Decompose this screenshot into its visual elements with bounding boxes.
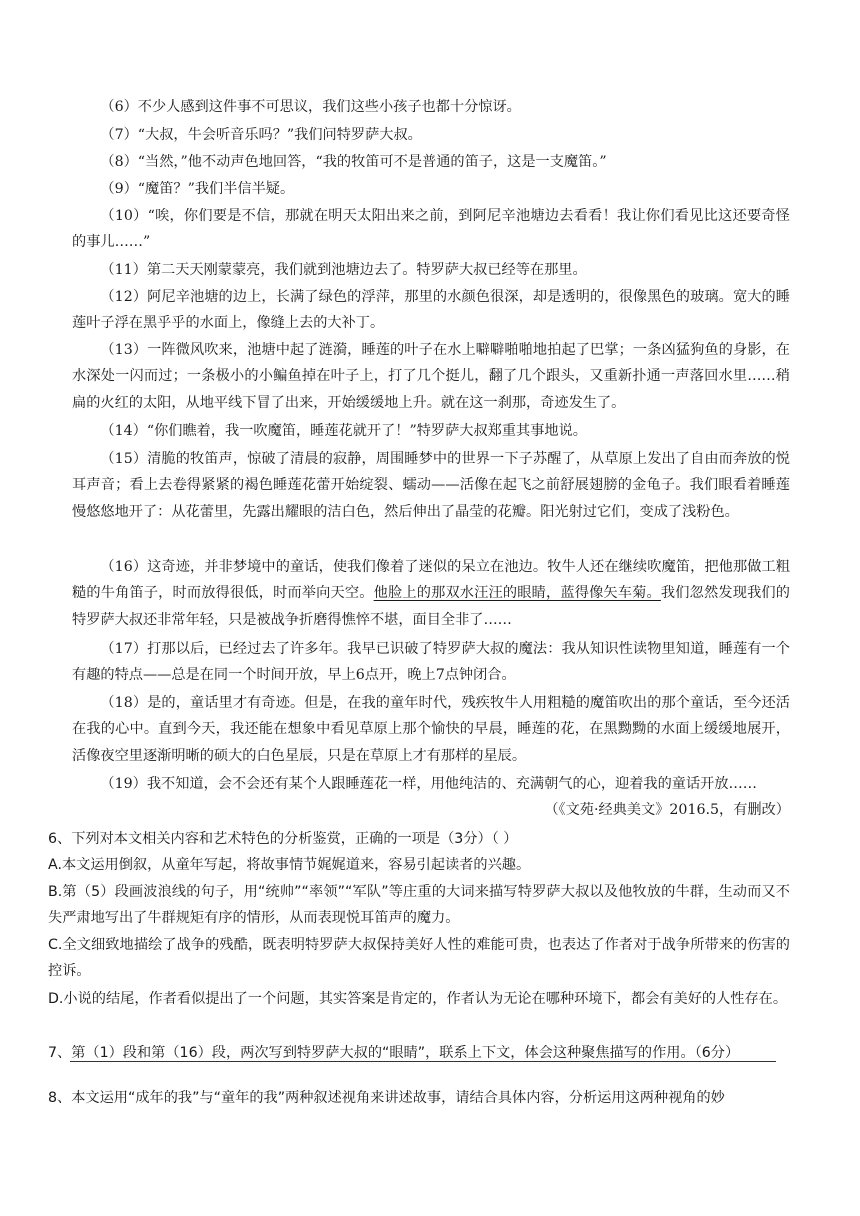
underlined-eyes-sentence: 他脸上的那双水汪汪的眼睛，蓝得像矢车菊。 (373, 585, 661, 602)
question-6-option-c: C.全文细致地描绘了战争的残酷，既表明特罗萨大叔保持美好人性的难能可贵，也表达了作者对于战争所带来的伤害的控诉。 (48, 937, 790, 980)
paragraph-16 (72, 554, 790, 633)
paragraph-18: （18）是的，童话里才有奇迹。但是，在我的童年时代，残疾牧牛人用粗糙的魔笛吹出的那个童话，至今还活在我的心中。直到今天，我还能在想象中看见草原上那个愉快的早晨，睡莲的花，在黑黝黝的水面上缓缓地展开，活像夜空里逐渐明晰的硕大的白色星辰，只是在草原上才有那样的星辰。 (72, 695, 790, 764)
paragraph-9: （9）“魔笛？”我们半信半疑。 (100, 181, 295, 197)
paragraph-6: （6）不少人感到这件事不可思议，我们这些小孩子也都十分惊讶。 (100, 99, 521, 115)
paragraph-16-text-b: 我们忽然发现我们的特罗萨大叔还非常年轻，只是被战争折磨得憔悴不堪，面目全非了…… (72, 585, 790, 628)
question-7: 7、第（1）段和第（16）段，两次写到特罗萨大叔的“眼睛”，联系上下文，体会这种聚焦描写的作用。（6分） (48, 1045, 740, 1061)
paragraph-13: （13）一阵微风吹来，池塘中起了涟漪，睡莲的叶子在水上噼噼啪啪地拍起了巴掌；一条凶猛狗鱼的身影，在水深处一闪而过；一条极小的小鳊鱼掉在叶子上，打了几个挺儿，翻了几个跟头，又重新扑通一声落回水里……稍扁的火红的太阳，从地平线下冒了出来，开始缓缓地上升。就在这一刹那，奇迹发生了。 (72, 342, 790, 411)
question-6: 6、下列对本文相关内容和艺术特色的分析鉴赏，正确的一项是（3分）（ ） (48, 831, 518, 847)
paragraph-12: （12）阿尼辛池塘的边上，长满了绿色的浮萍，那里的水颜色很深，却是透明的，很像黑色的玻璃。宽大的睡莲叶子浮在黑乎乎的水面上，像缝上去的大补丁。 (72, 289, 790, 332)
answer-line[interactable] (70, 1061, 776, 1062)
question-6-option-a: A.本文运用倒叙，从童年写起，将故事情节娓娓道来，容易引起读者的兴趣。 (48, 857, 531, 873)
question-6-option-b: B.第（5）段画波浪线的句子，用“统帅”“率领”“军队”等庄重的大词来描写特罗萨大叔以及他牧放的牛群，生动而又不失严肃地写出了牛群规矩有序的情形，从而表现悦耳笛声的魔力。 (48, 884, 790, 927)
paragraph-8: （8）“当然，”他不动声色地回答，“我的牧笛可不是普通的笛子，这是一支魔笛。” (100, 154, 607, 170)
paragraph-16-text-a: （16）这奇迹，并非梦境中的童话，使我们像着了迷似的呆立在池边。牧牛人还在继续吹魔笛，把他那做工粗糙的牛角笛子，时而放得很低，时而举向天空。 (72, 559, 790, 602)
question-8: 8、本文运用“成年的我”与“童年的我”两种叙述视角来讲述故事，请结合具体内容，分析运用这两种视角的妙 (48, 1090, 725, 1106)
paragraph-19: （19）我不知道，会不会还有某个人跟睡莲花一样，用他纯洁的、充满朝气的心，迎着我的童话开放…… (100, 776, 757, 792)
paragraph-11: （11）第二天天刚蒙蒙亮，我们就到池塘边去了。特罗萨大叔已经等在那里。 (100, 262, 587, 278)
paragraph-10: （10）“唉，你们要是不信，那就在明天太阳出来之前，到阿尼辛池塘边去看看！我让你们看见比这还要奇怪的事儿……” (72, 208, 790, 251)
paragraph-17: （17）打那以后，已经过去了许多年。我早已识破了特罗萨大叔的魔法：我从知识性读物里知道，睡莲有一个有趣的特点——总是在同一个时间开放，早上6点开，晚上7点钟闭合。 (72, 641, 790, 684)
paragraph-15: （15）清脆的牧笛声，惊破了清晨的寂静，周围睡梦中的世界一下子苏醒了，从草原上发出了自由而奔放的悦耳声音；看上去卷得紧紧的褐色睡莲花蕾开始绽裂、蠕动——活像在起飞之前舒展翅膀的金龟子。我们眼看着睡莲慢悠悠地开了：从花蕾里，先露出耀眼的洁白色，然后伸出了晶莹的花瓣。阳光射过它们，变成了浅粉色。 (72, 451, 790, 520)
paragraph-14: （14）“你们瞧着，我一吹魔笛，睡莲花就开了！”特罗萨大叔郑重其事地说。 (100, 423, 587, 439)
question-6-option-d: D.小说的结尾，作者看似提出了一个问题，其实答案是肯定的，作者认为无论在哪种环境下，都会有美好的人性存在。 (48, 991, 788, 1007)
source-citation: （《文苑·经典美文》2016.5，有删改） (544, 802, 790, 818)
paragraph-7: （7）“大叔，牛会听音乐吗？”我们问特罗萨大叔。 (100, 127, 422, 143)
